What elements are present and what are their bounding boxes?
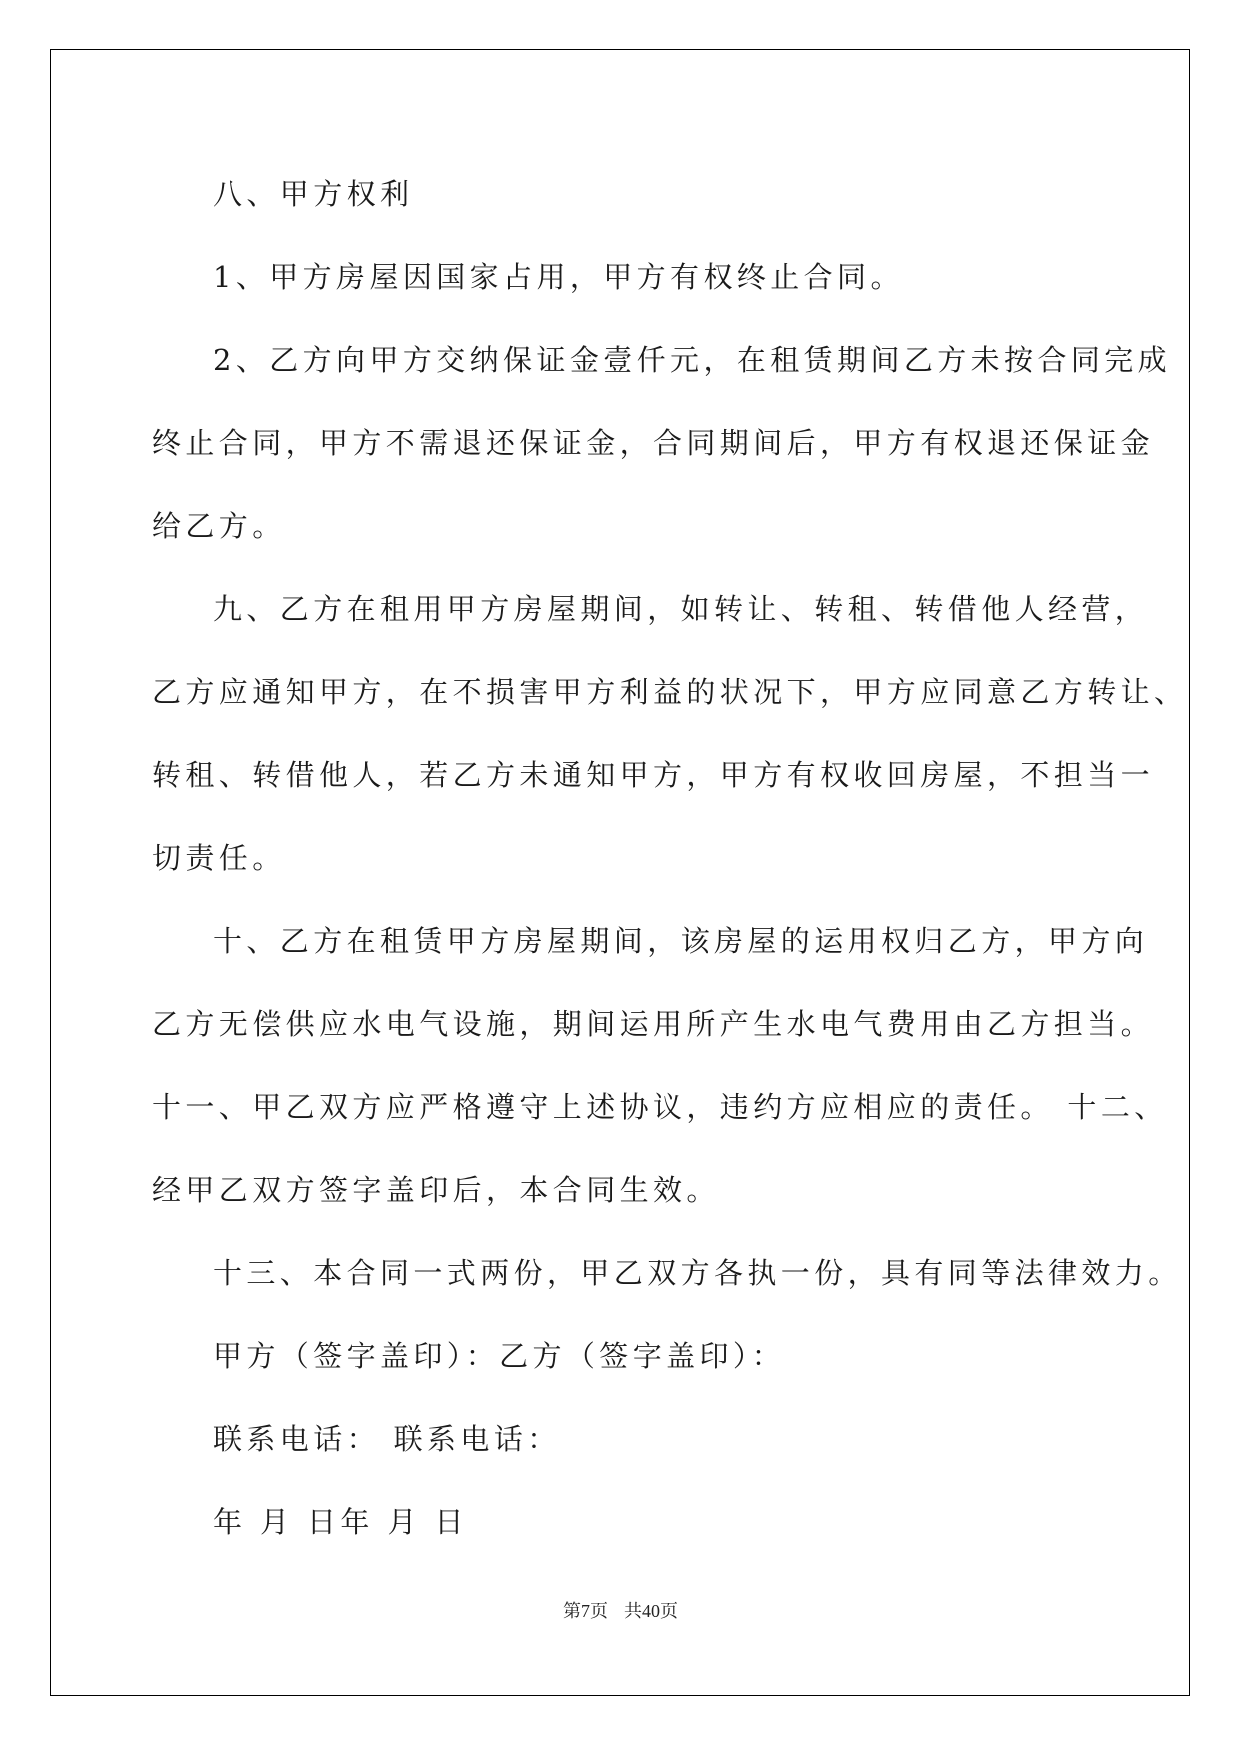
paragraph-line: 经甲乙双方签字盖印后，本合同生效。 bbox=[152, 1173, 720, 1207]
paragraph-line: 乙方无偿供应水电气设施，期间运用所产生水电气费用由乙方担当。 bbox=[152, 1007, 1155, 1041]
contact-line: 联系电话： 联系电话： bbox=[213, 1422, 561, 1456]
paragraph-line: 转租、转借他人，若乙方未通知甲方，甲方有权收回房屋，不担当一 bbox=[152, 758, 1155, 792]
page-number: 第7页 bbox=[563, 1601, 608, 1621]
paragraph-line: 1、甲方房屋因国家占用，甲方有权终止合同。 bbox=[213, 260, 904, 294]
signature-line: 甲方（签字盖印）：乙方（签字盖印）： bbox=[213, 1339, 786, 1373]
paragraph-line: 九、乙方在租用甲方房屋期间，如转让、转租、转借他人经营， bbox=[213, 592, 1149, 626]
page-footer bbox=[0, 1597, 1241, 1623]
paragraph-line: 十、乙方在租赁甲方房屋期间，该房屋的运用权归乙方，甲方向 bbox=[213, 924, 1149, 958]
date-line: 年 月 日年 月 日 bbox=[213, 1505, 468, 1539]
section-heading-8: 八、甲方权利 bbox=[213, 177, 414, 211]
paragraph-line: 终止合同，甲方不需退还保证金，合同期间后，甲方有权退还保证金 bbox=[152, 426, 1155, 460]
paragraph-line: 乙方应通知甲方，在不损害甲方利益的状况下，甲方应同意乙方转让、 bbox=[152, 675, 1188, 709]
paragraph-line: 给乙方。 bbox=[152, 509, 286, 543]
paragraph-line: 十三、本合同一式两份，甲乙双方各执一份，具有同等法律效力。 bbox=[213, 1256, 1182, 1290]
paragraph-line: 2、乙方向甲方交纳保证金壹仟元，在租赁期间乙方未按合同完成 bbox=[213, 343, 1172, 377]
page-total: 共40页 bbox=[624, 1601, 678, 1621]
paragraph-line: 切责任。 bbox=[152, 841, 286, 875]
paragraph-line: 十一、甲乙双方应严格遵守上述协议，违约方应相应的责任。 十二、 bbox=[152, 1090, 1168, 1124]
